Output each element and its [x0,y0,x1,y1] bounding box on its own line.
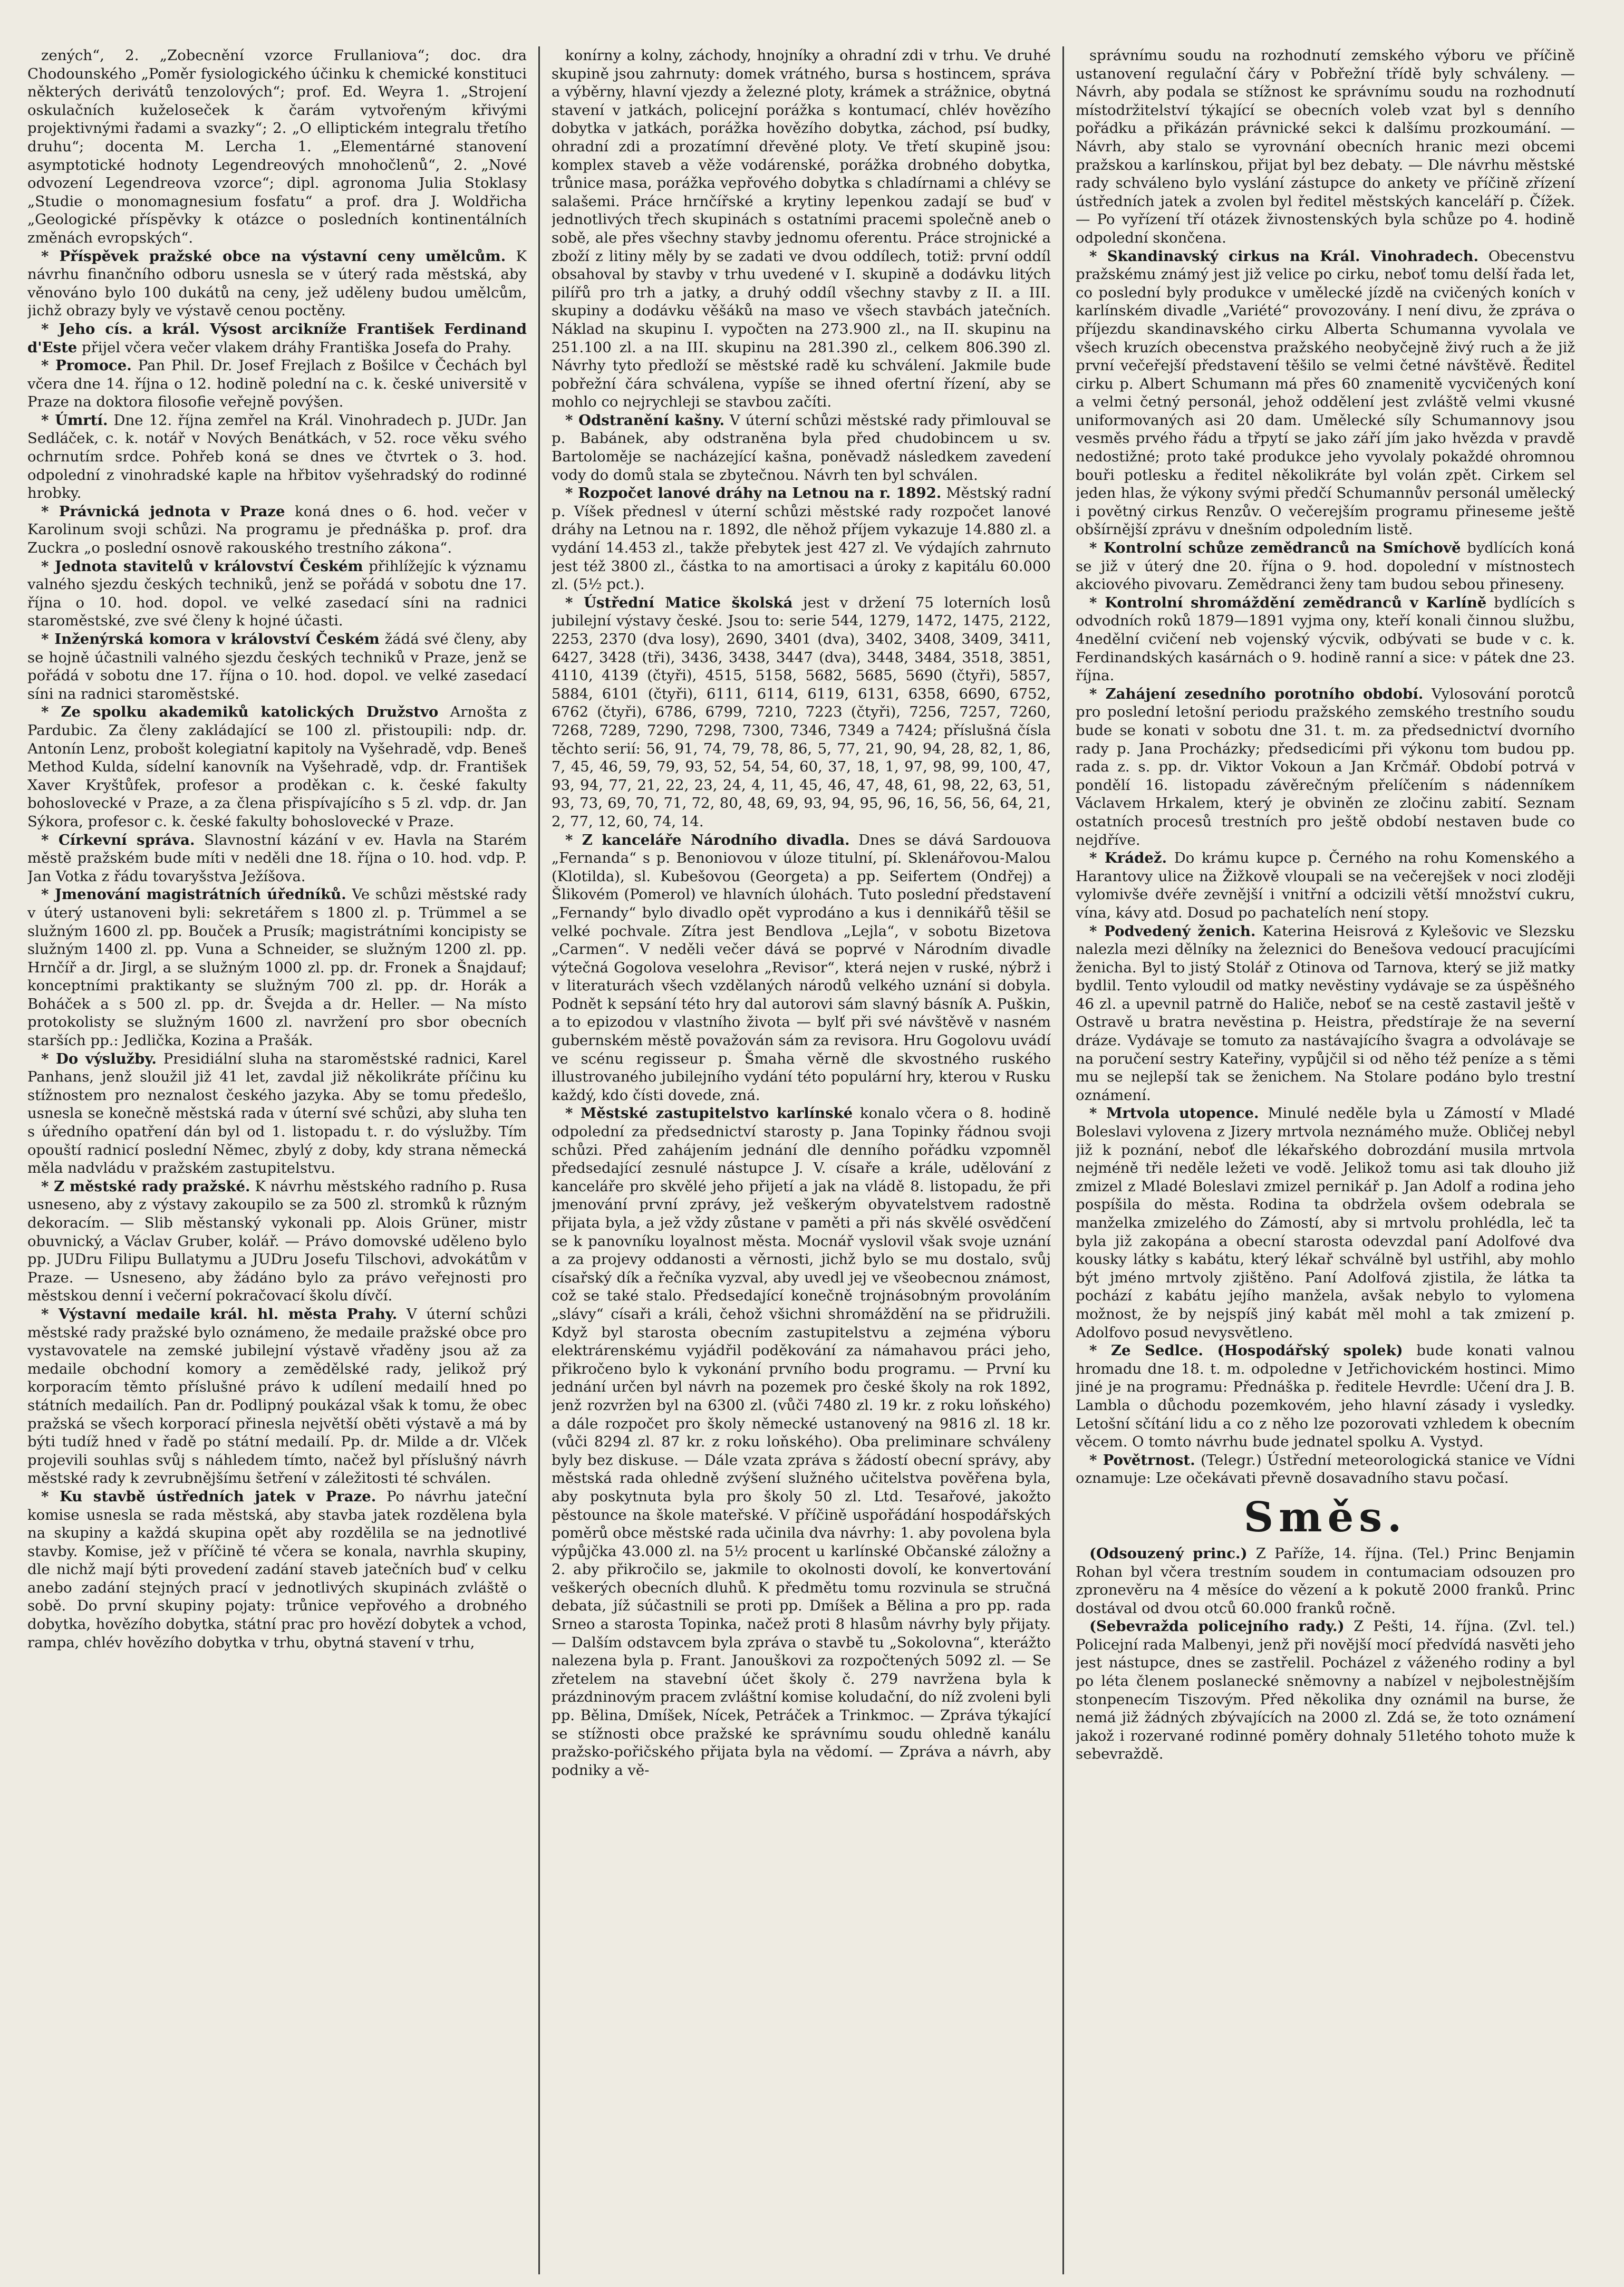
article-paragraph [27,1305,527,1488]
article-paragraph [27,320,527,356]
article-paragraph [27,557,527,630]
article-heading: * Rozpočet lanové dráhy na Letnou na r. 1892. [565,485,942,502]
article-text: Vylosování porotců pro poslední letošní periodu pražského zemského trestního soudu bude se konati v sobotu dne 31. t. m. za předsednictví dvorního rady p. Jana Procházky; předsedicími při výkonu tom budou pp. rada z. s. pp. dr. Viktor Vokoun a Jan Krčmář. Období potrvá v pondělí 16. listopadu závěrečným přelíčením s nádenníkem Václavem Hrkalem, který je obviněn ze zločinu zabití. Seznam ostatních procesů trestních pro ještě období nestaven bude co nejdříve. [1076,685,1575,848]
article-heading: * Mrtvola utopence. [1089,1105,1259,1122]
article-text: Z Pešti, 14. října. (Zvl. tel.) Policejní rada Malbenyi, jenž při novější mocí předvídá nasvěti jeho jest nástupce, dnes se zastřelil. Pocházel z váženého rodiny a byl po léta členem poslanecké sněmovny a nabízel v nejbolestnějším stonpenecím Tiszovým. Před několika dny oznámil na burse, že nemá již žádných zbývajících na 2000 zl. Zdá se, že toto oznámení jakož i rozervané rodinné poměry dohnaly 51letého tohoto muže k sebevraždě. [1076,1618,1575,1763]
article-paragraph [1076,1451,1575,1488]
article-paragraph [1076,1545,1575,1617]
article-paragraph [1076,247,1575,539]
article-text: přijel včera večer vlakem dráhy Františka Josefa do Prahy. [77,339,512,356]
article-text: konírny a kolny, záchody, hnojníky a ohradní zdi v trhu. Ve druhé skupině jsou zahrnuty: domek vrátného, bursa s hostincem, správa a výběrny, hlavní vjezdy a železné ploty, krámek a strážnice, obytná stavení v jatkách, policejní porážka s kontumací, chlév hovězího dobytka v jatkách, porážka hovězího dobytka, záchod, psí budky, ohradní zdi a prozatímní dřevěné ploty. Ve třetí skupině jsou: komplex staveb a věže vodárenské, porážka drobného dobytka, trůnice masa, porážka vepřového dobytka s chladírnami a chlévy se salašemi. Práce hrnčířské a krytiny lepenkou zadají se buď v jednotlivých třech skupinách s ostatními pracemi společně aneb o sobě, ale přes všechny stavby jednomu oferentu. Práce strojnické a zboží z litiny měly by se zadati ve dvou oddílech, totiž: první oddíl obsahoval by stavby v trhu uvedené v I. skupině a dodávku litých pilířů pro trh a jatky, a druhý oddíl všechny stavby z II. a III. skupiny a dodávku věšáků na maso ve všech stavbách jatečních. Náklad na skupinu I. vypočten na 273.900 zl., na II. skupinu na 251.100 zl. a na III. skupinu na 281.390 zl., celkem 806.390 zl. Návrhy tyto předloží se městské radě ku schválení. Jakmile bude pobřežní čára schválena, vypíše se ihned ofertní řízení, aby se mohlo co nejrychleji se stavbou začíti. [552,47,1051,411]
article-text: bydlících s odvodních roků 1879—1891 vyjma ony, kteří konali činnou službu, 4nedělní cvičení neb vojenský výcvik, odbývati se bude v c. k. Ferdinandských kasárnách o 9. hodině ranní a sice: v pátek dne 23. října. [1076,594,1575,684]
article-text: koná dnes o 6. hod. večer v Karolinum svoji schůzi. Na programu je přednáška p. prof. dra Zuckra „o poslední osnově rakouského trestního zákona“. [27,503,527,557]
article-paragraph [27,247,527,320]
article-paragraph [27,885,527,1049]
article-text: Do krámu kupce p. Černého na rohu Komenského a Harantovy ulice na Žižkově vloupali se na večerejšek v noci zloději vylomivše dvéře zevnější i vnitřní a odcizili větší množství cukru, vína, kávy atd. Dosud po pachatelích není stopy. [1076,850,1575,921]
column-1 [27,46,527,2274]
article-text: Katerina Heisrová z Kylešovic ve Slezsku nalezla mezi dělníky na železnici do Benešova vedoucí pracujícími ženicha. Byl to jistý Stolář z Otinova od Tarnova, který se již matky bydlil. Tento vyloudil od matky nevěstiny vydávaje se za úspěšného 46 zl. a upevnil patrně do Haliče, neboť se na cestě zastavil ještě v Ostravě u bratra nevěstina p. Heistra, předstíraje že na severní dráze. Vydávaje se tomuto za nastávajícího švagra a odvolávaje se na poručení sestry Kateřiny, vypůjčil si od něho též peníze a s těmi mu se nejlepší tak se ženichem. Na Stolare podáno bylo trestní oznámení. [1076,922,1575,1104]
article-paragraph [1076,539,1575,594]
article-paragraph [27,46,527,247]
article-text: Dne 12. října zemřel na Král. Vinohradech p. JUDr. Jan Sedláček, c. k. notář v Nových Benátkách, v 52. roce věku svého ochrnutím srdce. Pohřeb koná se dnes ve čtvrtek o 3. hod. odpolední z vinohradské kaple na hřbitov vyšehradský do rodinné hrobky. [27,411,527,502]
article-text: Městský radní p. Víšek přednesl v úterní schůzi městské rady rozpočet lanové dráhy na Letnou na r. 1892, dle něhož příjem vykazuje 14.880 zl. a vydání 14.453 zl., takže přebytek jest 427 zl. Ve výdajích zahrnuto jest též 3800 zl., částka to na amortisaci a úroky z kapitálu 60.000 zl. (5½ pct.). [552,485,1051,593]
article-paragraph [552,46,1051,411]
article-text: konalo včera o 8. hodině odpolední za předsednictví starosty p. Jana Topinky řádnou svoji schůzi. Před zahájením jednání dle denního pořádku vzpomněl předsedající zesnulé nástupce J. V. císaře a krále, udělování z kanceláře pro skvělé jeho přijetí a jak na vládě 8. listopadu, že při jmenování první zprávy, jež veškerým obyvatelstvem radostně přijata byla, a jež vždy zůstane v paměti a při nás skvělé osvědčení se k panovníku loyalnost města. Mocnář vyslovil však svoje uznání a za projevy oddanosti a věrnosti, jichž bylo se mu dostalo, svůj císařský dík a řečníka vyzval, aby uvedl jej ve všeobecnou známost, což se také stalo. Předsedající konečně trojnásobným provoláním „slávy“ císaři a králi, čehož všichni shromáždění na se přidružili. Když byl starosta obecním zastupitelstvu a zejména výboru elektrárenskému vyjádřil poděkování za námahavou práci jeho, přikročeno bylo k vykonání prvního bodu programu. — První ku jednání určen byl návrh na pozemek pro české školy na rok 1892, jenž rozvržen byl na 6300 zl. (vůči 7480 zl. 19 kr. z roku loňského) a dále rozpočet pro školy německé ustanovený na 9816 zl. 18 kr. (vůči 8294 zl. 87 kr. z roku loňského). Oba preliminare schváleny byly bez diskuse. — Dále vzata zpráva s žádostí obecní správy, aby městská rada ohledně zvýšení služného učitelstva pověřena byla, aby poskytnuta byla pro školy 50 zl. Ltd. Tesařové, jakožto pěstounce na škole mateřské. V příčině uspořádání hospodářských poměrů obce městské rada učinila dva návrhy: 1. aby povolena byla výpůjčka 43.000 zl. na 5½ procent u karlínské Občanské záložny a 2. aby přikročilo se, jakmile to okolnosti dovolí, ke konvertování veškerých obecních dluhů. K předmětu tomu rozvinula se stručná debata, jíž súčastnili se proti pp. Dmíšek a Bělina a pro pp. rada Srneo a starosta Topinka, načež proti 8 hlasům návrhy byly přijaty. — Dalším odstavcem byla zpráva o stavbě tu „Sokolovna“, kterážto nalezena byla p. Frant. Janouškovi za rozpočtených 5092 zl. — Se zřetelem na stavební účet školy č. 279 navržena byla k prázdninovým pracem zvláštní komise koludační, do níž zvoleni byli pp. Bělina, Dmíšek, Nícek, Petráček a Trinkmoc. — Zpráva týkající se stížnosti obce pražské ke správnímu soudu ohledně kanálu pražsko-pořičského přijata byla na vědomí. — Zpráva a návrh, aby podniky a vě- [552,1105,1051,1779]
newspaper-page [27,46,1575,2274]
article-text: Minulé neděle byla u Zámostí v Mladé Boleslavi vylovena z Jizery mrtvola neznámého muže. Obličej nebyl již k poznání, neboť dle lékařského dobrozdání musila mrtvola nejméně tři neděle ležeti ve vodě. Jelikož tomu asi tak dlouho již zmizel z Mladé Boleslavi zmizel pernikář p. Jan Adolf a rodina jeho pospíšila do města. Rodina ta obdržela ovšem odebrala se manželka zmizelého do Zámostí, aby si mrtvolu prohlédla, leč ta byla již zakopána a obecní starosta odevzdal paní Adolfové dva kousky látky s kabátu, který lékař schválně byl ustřihl, aby mohlo být jméno mrtvoly zjištěno. Paní Adolfová zjistila, že látka ta pochází z kabátu jejího manžela, avšak nebylo to vylomena možnost, že by nejspíš jiný kabát měl mohl a tak zmizení p. Adolfovo posud nevysvětleno. [1076,1105,1575,1341]
article-heading: * Skandinavský cirkus na Král. Vinohradech. [1089,247,1479,265]
article-heading: * Právnická jednota v Praze [41,503,285,520]
article-paragraph [27,356,527,411]
article-paragraph [552,411,1051,484]
article-heading: * Zahájení zesedního porotního období. [1089,685,1424,702]
article-text: K návrhu městského radního p. Rusa usneseno, aby z výstavy zakoupilo se za 500 zl. stromků k různým dekoracím. — Slib městanský vykonali pp. Alois Grüner, mistr obuvnický, a Václav Gruber, kolář. — Právo domovské uděleno bylo pp. JUDru Filipu Bullatymu a JUDru Josefu Tilschovi, advokátům v Praze. — Usneseno, aby žádáno bylo za právo veřejnosti pro městskou denní i večerní pokračovací školu dívčí. [27,1178,527,1305]
article-heading: * Krádež. [1089,850,1167,867]
column-divider [538,46,540,2274]
article-text: Dnes se dává Sardouova „Fernanda“ s p. Benoniovou v úloze titulní, pí. Sklenářovou-Malou (Klotilda), sl. Kubešovou (Georgeta) a pp. Seifertem (Ondřej) a Šlikovém (Pomerol) ve hlavních úlohách. Tuto poslední představení „Fernandy“ bylo divadlo opět vyprodáno a kus i dennikářů těšil se velké pochvale. Zítra jest Bendlova „Lejla“, v sobotu Bizetova „Carmen“. V neděli večer dává se poprvé v Národním divadle výtečná Gogolova veselohra „Revisor“, která nejen v ruské, nýbrž i v literaturách všech vzdělaných národů velkého uznání si dobyla. Podnět k sepsání této hry dal autorovi sám slavný básník A. Puškin, a to epizodou v vlastního života — bylť při své návštěvě v nasném gubernském městě považován sám za revisora. Hru Gogolovu uvádí ve scénu regisseur p. Šmaha věrně dle skvostného ruského illustrovaného jubilejního vydání této populární hry, kterou v Rusku každý, kdo čísti dovede, zná. [552,831,1051,1104]
article-heading: * Kontrolní shromáždění zemědranců v Karlíně [1089,594,1487,611]
article-text: bydlících koná se již v úterý dne 20. října o 9. hod. dopolední v místnostech akciového pivovaru. Zemědranci ženy tam budou sebou přineseny. [1076,539,1575,593]
article-paragraph [1076,685,1575,849]
article-text: Slavnostní kázání v ev. Havla na Starém městě pražském bude míti v neděli dne 18. října o 10. hod. vdp. P. Jan Votka z řádu tovaryšstva Ježíšova. [27,831,527,885]
article-paragraph [1076,46,1575,247]
article-paragraph [552,831,1051,1105]
article-heading: * Z kanceláře Národního divadla. [565,831,850,848]
article-heading: * Do výslužby. [41,1050,157,1067]
column-divider [1062,46,1064,2274]
article-text: správnímu soudu na rozhodnutí zemského výboru ve příčině ustanovení regulační čáry v Pobřežní třídě byly schváleny. — Návrh, aby podala se stížnost ke správnímu soudu na rozhodnutí místodržitelství týkající se obecních voleb vzat byl s denního pořádku a přikázán právnické sekci k dalšímu prozkoumání. — Návrh, aby stalo se vyrovnání obecních hranic mezi obcemi pražskou a karlínskou, přijat byl bez debaty. — Dle návrhu městské rady schváleno bylo vyslání zástupce do ankety ve příčině zřízení ústředních jatek a zvolen byl ředitel městských kanceláří p. Čížek. — Po vyřízení tří otázek živnostenských byla schůze po 4. hodině odpolední skončena. [1076,47,1575,246]
article-text: Presidiální sluha na staroměstské radnici, Karel Panhans, jenž sloužil již 41 let, zavdal již několikráte příčinu ku stížnostem pro neznalost českého jazyka. Aby se tomu předešlo, usnesla se konečně městská rada v úterní své schůzi, aby sluha ten s úředního opatření dán byl od 1. listopadu t. r. do výslužby. Tím opouští radnicí poslední Němec, zbylý z doby, kdy strana německá měla nadvládu v pražském zastupitelstvu. [27,1050,527,1177]
column-3 [1076,46,1575,2274]
article-text: bude konati valnou hromadu dne 18. t. m. odpoledne v Jetřichovickém hostinci. Mimo jiné je na programu: Přednáška p. ředitele Hevrdle: Učení dra J. B. Lambla o důchodu pozemkovém, jeho hlavní zásady i vysledky. Letošní sčítání lidu a co z něho lze pozorovati vzhledem k obecním věcem. O tomto návrhu bude jednatel spolku A. Vystyd. [1076,1342,1575,1451]
article-heading: * Promoce. [41,357,132,374]
article-heading: * Jmenování magistrátních úředníků. [41,886,346,903]
article-heading: * Jeho cís. a král. Výsost arcikníže František Ferdinand d'Este [27,320,527,356]
article-heading: * Jednota stavitelů v království Českém [41,557,363,575]
article-paragraph [27,1050,527,1178]
article-heading: * Ku stavbě ústředních jatek v Praze. [41,1488,376,1505]
article-paragraph [27,1488,527,1652]
article-paragraph [27,703,527,831]
article-text: žádá své členy, aby se hojně účastnili valného sjezdu českých techniků v Praze, jenž se pořádá v sobotu dne 17. října o 10. hod. dopol. ve velké zasedací síni na radnici staroměstské. [27,631,527,702]
article-heading: * Z městské rady pražské. [41,1178,250,1195]
article-paragraph [1076,1617,1575,1763]
column-2 [552,46,1051,2274]
article-heading: * Ústřední Matice školská [565,594,793,611]
article-heading: * Městské zastupitelstvo karlínské [565,1105,853,1122]
article-text: V úterní schůzi městské rady přimlouval se p. Babánek, aby odstraněna byla před chudobincem u sv. Bartoloměje se nacházející kašna, poněvadž následkem zavedení vody do domů stala se zbytečnou. Návrh ten byl schválen. [552,411,1051,484]
article-text: K návrhu finančního odboru usnesla se v úterý rada městská, aby věnováno bylo 100 dukátů na ceny, jež uděleny budou umělcům, jichž obrazy byly ve výstavě cenou poctěny. [27,247,527,320]
article-heading: * Ze spolku akademiků katolických Družstvo [41,703,439,721]
article-paragraph [27,831,527,886]
article-heading: * Podvedený ženich. [1089,922,1256,940]
article-heading: * Ze Sedlce. (Hospodářský spolek) [1089,1342,1403,1359]
article-paragraph [552,1104,1051,1779]
article-text: jest v držení 75 loterních losů jubilejní výstavy české. Jsou to: serie 544, 1279, 1472, 1475, 2122, 2253, 2370 (dva losy), 2690, 3401 (dva), 3402, 3408, 3409, 3411, 6427, 3428 (tři), 3436, 3438, 3447 (dva), 3448, 3484, 3518, 3851, 4110, 4139 (čtyři), 4515, 5158, 5682, 5685, 5690 (čtyři), 5857, 5884, 6101 (čtyři), 6111, 6114, 6119, 6131, 6358, 6690, 6752, 6762 (čtyři), 6786, 6799, 7210, 7223 (čtyři), 7256, 7257, 7260, 7268, 7289, 7290, 7298, 7300, 7346, 7349 a 7424; příslušná čísla těchto serií: 56, 91, 74, 79, 78, 86, 5, 77, 21, 90, 94, 28, 82, 1, 86, 7, 45, 46, 59, 79, 93, 52, 54, 54, 60, 37, 18, 1, 97, 98, 99, 100, 47, 93, 94, 77, 21, 22, 23, 24, 4, 11, 45, 46, 47, 48, 61, 98, 22, 63, 51, 93, 73, 69, 70, 71, 72, 80, 48, 69, 93, 94, 95, 96, 16, 56, 56, 64, 21, 2, 77, 12, 60, 74, 14. [552,594,1051,830]
article-heading: * Úmrtí. [41,411,108,429]
article-paragraph [1076,849,1575,922]
article-paragraph [1076,594,1575,685]
article-heading: (Sebevražda policejního rady.) [1089,1618,1345,1635]
article-heading: * Církevní správa. [41,831,195,848]
article-paragraph [27,503,527,557]
article-heading: * Odstranění kašny. [565,411,725,429]
article-paragraph [1076,922,1575,1105]
article-paragraph [1076,1342,1575,1451]
article-paragraph [552,594,1051,831]
section-title: Směs. [1243,1493,1407,1541]
article-paragraph [1076,1104,1575,1342]
article-paragraph [27,630,527,703]
article-text: Arnošta z Pardubic. Za členy zakládající se 100 zl. přistoupili: ndp. dr. Antonín Lenz, probošt kolegiatní kapitoly na Vyšehradě, vdp. Beneš Method Kulda, sídelní kanovník na Vyšehradě, vdp. dr. František Xaver Kryštůfek, profesor a proděkan c. k. české fakulty bohoslovecké v Praze, a za člena přispívajícího s 5 zl. vdp. dr. Jan Sýkora, profesor c. k. české fakulty bohoslovecké v Praze. [27,703,527,830]
article-heading: * Inženýrská komora v království Českém [41,631,380,648]
article-heading: * Příspěvek pražské obce na výstavní ceny umělcům. [41,247,506,265]
article-heading: * Výstavní medaile král. hl. města Prahy. [41,1305,398,1323]
article-text: Z Paříže, 14. října. (Tel.) Princ Benjamin Rohan byl včera trestním soudem in contumaciam odsouzen pro zpronevěru na 4 měsíce do vězení a k pokutě 2000 franků. Princ dostával od dvou otců 60.000 franků ročně. [1076,1545,1575,1617]
article-text: V úterní schůzi městské rady pražské bylo oznámeno, že medaile pražské obce pro vystavovatele na zemské jubilejní výstavě vřaděny jsou až za medaile obchodní komory a zemědělské rady, jelikož prý korporacím těmto příslušné právo k udílení medailí hned po státních medailích. Pan dr. Podlipný poukázal však k tomu, že obec pražská se všech korporací přinesla největší oběti výstavě a má by býti tudíž hned v řadě po státní medailí. Pp. dr. Milde a dr. Vlček projevili souhlas svůj s náhledem tímto, načež byl příslušný návrh městské rady k zevrubnějšímu šetření v záležitosti té schválen. [27,1305,527,1487]
article-text: Po návrhu jateční komise usnesla se rada městská, aby stavba jatek rozdělena byla na skupiny a každá skupina opět aby rozdělila se na jednotlivé stavby. Komise, jež v příčině té včera se konala, navrhla skupiny, dle nichž mají býti provedení zadání staveb jatečních buď v celku anebo zadání stejných prací v jednotlivých skupinách zvláště o sobě. Do první skupiny pojaty: trůnice vepřového a drobného dobytka, hovězího dobytka, státní prac pro hovězí dobytek a vchod, rampa, chlév hovězího dobytka v trhu, obytná stavení v trhu, [27,1488,527,1651]
article-text: Obecenstvu pražskému známý jest již velice po cirku, neboť tomu delší řada let, co poslední byly produkce v umělecké jízdě na cvičených koních v karlínském divadle „Variété“ provozovány. I není divu, že zpráva o příjezdu skandinavského cirku Alberta Schumanna vyvolala ve všech kruzích obecenstva pražského neobyčejně živý ruch a že již první večeřejší představení těšilo se velmi četné návštěvě. Ředitel cirku p. Albert Schumann má přes 60 znamenitě vycvičených koní a velmi četný personál, jehož oddělení jest zvláště velmi vkusné uniformovaných asi 20 dam. Umělecké síly Schumannovy jsou vesměs prvého řádu a třpytí se jako září jím jako hvězda v pravdě nedostižné; proto také produkce jeho vyvolaly pokaždé ohromnou bouři potlesku a ředitel několikráte byl volán zpět. Cirkem sel jeden hlas, že výkony svými předčí Schumannův personál umělecký i povětný cirkus Renzův. O večerejším programu přineseme ještě obšírnější zprávu v dnešním odpoledním listě. [1076,247,1575,538]
article-paragraph [27,411,527,503]
article-paragraph [552,484,1051,594]
article-text: Ve schůzi městské rady v úterý ustanoveni byli: sekretářem s 1800 zl. p. Trümmel a se služným 1600 zl. pp. Bouček a Prusík; magistrátními koncipisty se služným 1400 zl. pp. Vuna a Schneider, se služným 1200 zl. pp. Hrnčíř a dr. Jirgl, a se služným 1000 zl. pp. dr. Fronek a Šnajdauf; konceptními praktikanty se služným 700 zl. pp. dr. Horák a Boháček a s 500 zl. pp. dr. Švejda a dr. Heller. — Na místo protokolisty se služným 1600 zl. navržení pro sbor obecních starších pp.: Jedlička, Kozina a Prašák. [27,886,527,1049]
article-text: přihlížejíc k významu valného sjezdu českých techniků, jenž se pořádá v sobotu dne 17. října o 10. hod. dopol. ve velké zasedací síni na radnici staroměstské, zve své členy k hojné účasti. [27,557,527,630]
article-heading: * Povětrnost. [1089,1451,1195,1469]
article-text: Pan Phil. Dr. Josef Frejlach z Bošilce v Čechách byl včera dne 14. října o 12. hodině polední na c. k. české universitě v Praze na doktora filosofie veřejně povýšen. [27,357,527,411]
article-paragraph [27,1178,527,1305]
article-text: zených“, 2. „Zobecnění vzorce Frullaniova“; doc. dra Chodounského „Poměr fysiologického účinku k chemické konstituci některých derivátů tenzolových“; prof. Ed. Weyra 1. „Strojení oskulačních kuželoseček k čarám vytvořeným křivými projektivnými řadami a svazky“; 2. „O elliptickém integralu třetího druhu“; docenta M. Lercha 1. „Elementárné stanovení asymptotické hodnoty Legendreových mnohočlenů“, 2. „Nové odvození Legendreova vzorce“; dipl. agronoma Julia Stoklasy „Studie o monomagnesium fosfatu“ a prof. dra J. Woldřicha „Geologické příspěvky k otázce o posledních kontinentálních změnách evropských“. [27,47,527,246]
article-text: (Telegr.) Ústřední meteorologická stanice ve Vídni oznamuje: Lze očekávati převně dosavadního stavu počasí. [1076,1451,1575,1487]
article-heading: (Odsouzený princ.) [1089,1545,1248,1562]
article-heading: * Kontrolní schůze zemědranců na Smíchově [1089,539,1461,557]
